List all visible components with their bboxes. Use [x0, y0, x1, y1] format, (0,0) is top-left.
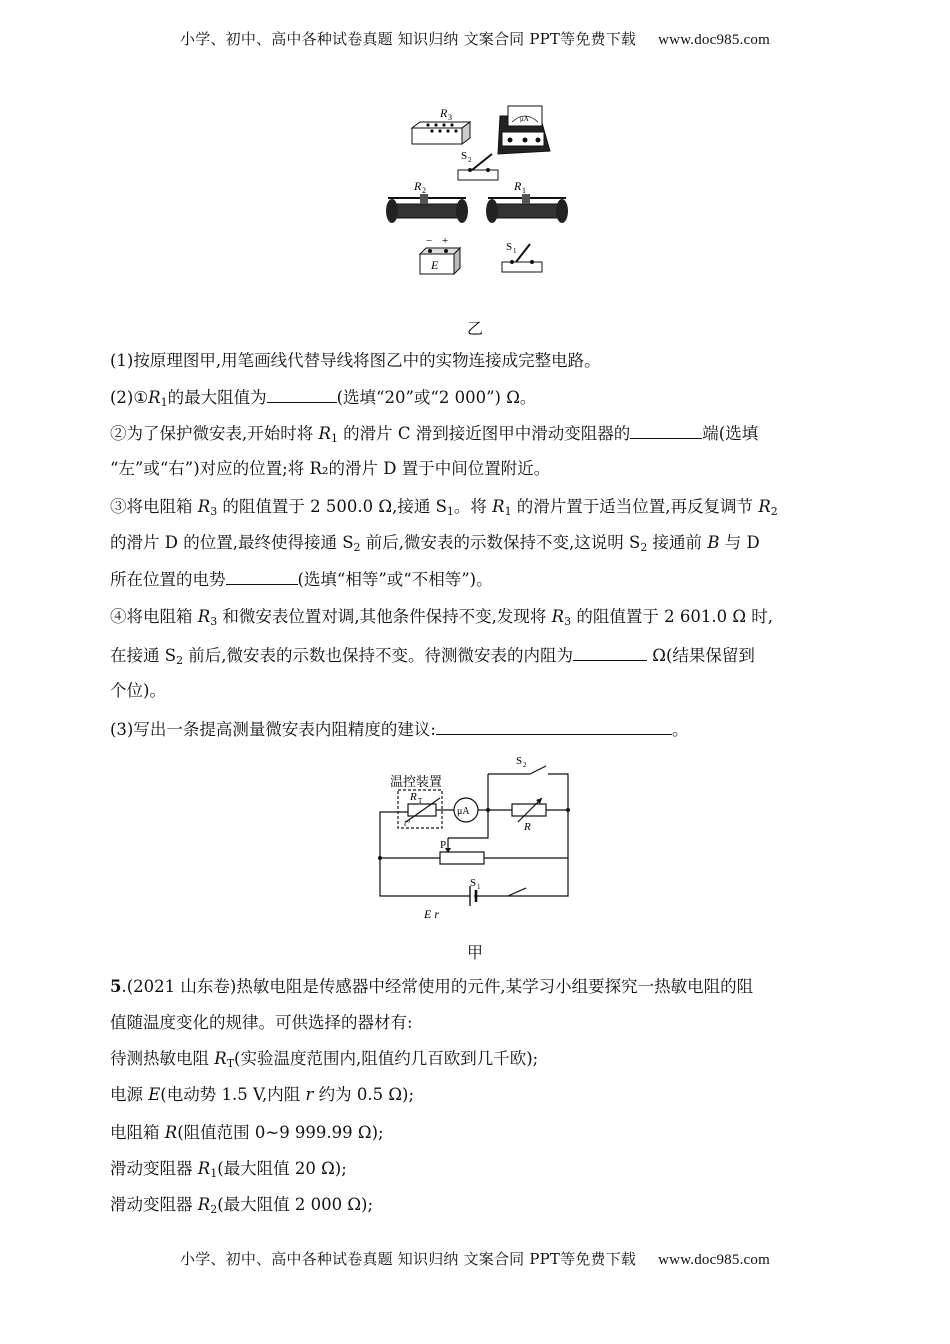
item-r2-c: 2 [210, 1203, 218, 1216]
question-2b-cont: “左”或“右”)对应的位置;将 R₂的滑片 D 置于中间位置附近。 [110, 459, 551, 478]
label-minus: − [426, 235, 433, 247]
item-e [110, 1084, 845, 1106]
question-2c-cont2 [110, 568, 845, 591]
q2d-f: 3 [564, 615, 572, 628]
label-s1: S [506, 241, 513, 253]
q2c-f: 。将 [453, 497, 493, 516]
label-jia-p: P [440, 839, 447, 851]
q2a-sub: 1 [160, 396, 168, 409]
label-r1: R [514, 179, 522, 193]
q2b-suffix: 端(选填 [702, 424, 759, 443]
label-jia-s2-sub: 2 [523, 761, 527, 769]
label-jia-ua: μA [457, 806, 470, 817]
item-r2 [110, 1194, 845, 1216]
item-r1 [110, 1158, 845, 1180]
item-r2-d: (最大阻值 2 000 Ω); [217, 1195, 374, 1214]
page-footer [0, 1248, 950, 1269]
question-2c-cont [110, 532, 845, 554]
header-text: 小学、初中、高中各种试卷真题 知识归纳 文案合同 PPT等免费下载 [180, 30, 637, 48]
label-r2-sub: 2 [422, 186, 426, 195]
q2c2-a: 的滑片 D 的位置,最终使得接通 S [110, 533, 354, 552]
q2c2-f: B [707, 533, 720, 552]
label-r1-sub: 1 [522, 186, 526, 195]
battery-e [420, 235, 460, 274]
q2d2-b: 2 [176, 654, 184, 667]
label-jia-t: t° [404, 818, 411, 828]
q2c-b: R [197, 497, 211, 516]
q3-text: (3)写出一条提高测量微安表内阻精度的建议: [110, 720, 436, 739]
item-r1-d: (最大阻值 20 Ω); [217, 1159, 347, 1178]
label-jia-er: E r [424, 907, 439, 921]
item-rt [110, 1048, 845, 1070]
label-jia-s1-sub: 1 [477, 883, 481, 891]
label-plus: + [442, 235, 449, 247]
figure-jia-circuit [370, 746, 580, 926]
question-2c [110, 496, 845, 518]
item-r-b: R [164, 1123, 178, 1142]
page-header [0, 28, 950, 49]
q2a-suffix: (选填“20”或“2 000”) Ω。 [336, 388, 537, 407]
figure-yi-apparatus [380, 96, 580, 286]
q2c-i: 的滑片置于适当位置,再反复调节 [511, 497, 759, 516]
item-r [110, 1122, 845, 1144]
item-e-d: r [305, 1085, 314, 1104]
item-rt-c: T [226, 1057, 235, 1070]
question-2a [110, 386, 845, 409]
answer-blank-2b[interactable] [630, 422, 702, 439]
label-s2: S [461, 150, 468, 162]
q2c2-b: 2 [353, 541, 361, 554]
label-s2-sub: 2 [468, 156, 472, 164]
q2c-a: ③将电阻箱 [110, 497, 198, 516]
q2c3-b: (选填“相等”或“不相等”)。 [297, 570, 493, 589]
item-rt-a: 待测热敏电阻 [110, 1049, 215, 1068]
q2d-c: 3 [210, 615, 218, 628]
item-e-b: E [148, 1085, 161, 1104]
item-r1-a: 滑动变阻器 [110, 1159, 198, 1178]
label-jia-s2: S [516, 755, 523, 767]
q2c-e: 1 [446, 505, 454, 518]
label-jia-r: R [524, 821, 531, 833]
label-r3: R [440, 106, 448, 120]
question-5 [110, 976, 845, 998]
label-jia-rt-sub: T [418, 797, 423, 805]
figure-yi-caption: 乙 [466, 319, 483, 338]
question-2b [110, 422, 845, 445]
q2c2-c: 前后,微安表的示数保持不变,这说明 S [360, 533, 641, 552]
q2b-text: 的滑片 C 滑到接近图甲中滑动变阻器的 [337, 424, 631, 443]
q2d-g: 的阻值置于 2 601.0 Ω 时, [571, 607, 773, 626]
item-e-e: 约为 0.5 Ω); [313, 1085, 415, 1104]
q2c-h: 1 [504, 505, 512, 518]
q5-number: 5 [110, 977, 122, 996]
microammeter [498, 106, 550, 154]
footer-url[interactable]: www.doc985.com [658, 1252, 770, 1268]
temp-box-title: 温控装置 [390, 774, 443, 789]
label-r2: R [414, 179, 422, 193]
q2d-a: ④将电阻箱 [110, 607, 198, 626]
header-url[interactable]: www.doc985.com [658, 32, 770, 48]
item-e-c: (电动势 1.5 V,内阻 [160, 1085, 306, 1104]
switch-s2 [458, 150, 498, 180]
q2d-d: 和微安表位置对调,其他条件保持不变,发现将 [217, 607, 552, 626]
label-s1-sub: 1 [513, 247, 517, 255]
q2b-r: R [318, 424, 331, 443]
q2a-prefix: (2)① [110, 388, 149, 407]
figure-jia-caption: 甲 [466, 943, 483, 962]
question-2d-cont [110, 644, 845, 667]
question-3 [110, 718, 845, 741]
label-e: E [431, 258, 439, 272]
item-r-c: (阻值范围 0~9 999.99 Ω); [177, 1123, 384, 1142]
item-r2-b: R [197, 1195, 211, 1214]
switch-s1 [502, 241, 542, 272]
q2c2-d: 2 [640, 541, 648, 554]
item-r-a: 电阻箱 [110, 1123, 165, 1142]
q2a-text: 的最大阻值为 [167, 388, 267, 407]
answer-blank-2c[interactable] [226, 568, 298, 585]
item-rt-b: R [214, 1049, 227, 1068]
q2b-prefix: ②为了保护微安表,开始时将 [110, 424, 319, 443]
footer-text: 小学、初中、高中各种试卷真题 知识归纳 文案合同 PPT等免费下载 [180, 1250, 637, 1268]
item-e-a: 电源 [110, 1085, 149, 1104]
q2d2-c: 前后,微安表的示数也保持不变。待测微安表的内阻为 [183, 646, 574, 665]
q2c2-g: 与 D [719, 533, 760, 552]
q2c3-a: 所在位置的电势 [110, 570, 226, 589]
q2c-c: 3 [210, 505, 218, 518]
item-r2-a: 滑动变阻器 [110, 1195, 198, 1214]
q5-text: .(2021 山东卷)热敏电阻是传感器中经常使用的元件,某学习小组要探究一热敏电阻的阻 [121, 977, 754, 996]
q2c2-e: 接通前 [647, 533, 708, 552]
question-2d-cont2: 个位)。 [110, 681, 166, 700]
q2d2-a: 在接通 S [110, 646, 177, 665]
question-1: (1)按原理图甲,用笔画线代替导线将图乙中的实物连接成完整电路。 [110, 351, 601, 370]
label-r3-sub: 3 [448, 113, 452, 122]
answer-blank-2a[interactable] [267, 386, 337, 403]
answer-blank-2d[interactable] [573, 644, 647, 661]
item-r1-c: 1 [210, 1167, 218, 1180]
answer-blank-3[interactable] [436, 718, 672, 735]
rheostat-r2 [386, 179, 468, 223]
label-jia-rt: R [410, 791, 417, 803]
question-2d [110, 606, 845, 628]
resistance-box-r3 [412, 106, 470, 144]
q3-suffix: 。 [671, 720, 689, 739]
q2d-e: R [551, 607, 565, 626]
q2c-g: R [492, 497, 505, 516]
q2a-r: R [148, 388, 161, 407]
q2c-k: 2 [770, 505, 778, 518]
item-r1-b: R [197, 1159, 211, 1178]
label-jia-s1: S [470, 877, 477, 889]
rheostat-r1 [486, 179, 568, 223]
question-5-cont: 值随温度变化的规律。可供选择的器材有: [110, 1013, 413, 1032]
q2d-b: R [197, 607, 211, 626]
q2c-j: R [758, 497, 771, 516]
q2b-sub: 1 [330, 432, 338, 445]
q2c-d: 的阻值置于 2 500.0 Ω,接通 S [217, 497, 447, 516]
q2d2-d: Ω(结果保留到 [647, 646, 755, 665]
item-rt-d: (实验温度范围内,阻值约几百欧到几千欧); [234, 1049, 539, 1068]
label-ua: μA [520, 115, 529, 123]
